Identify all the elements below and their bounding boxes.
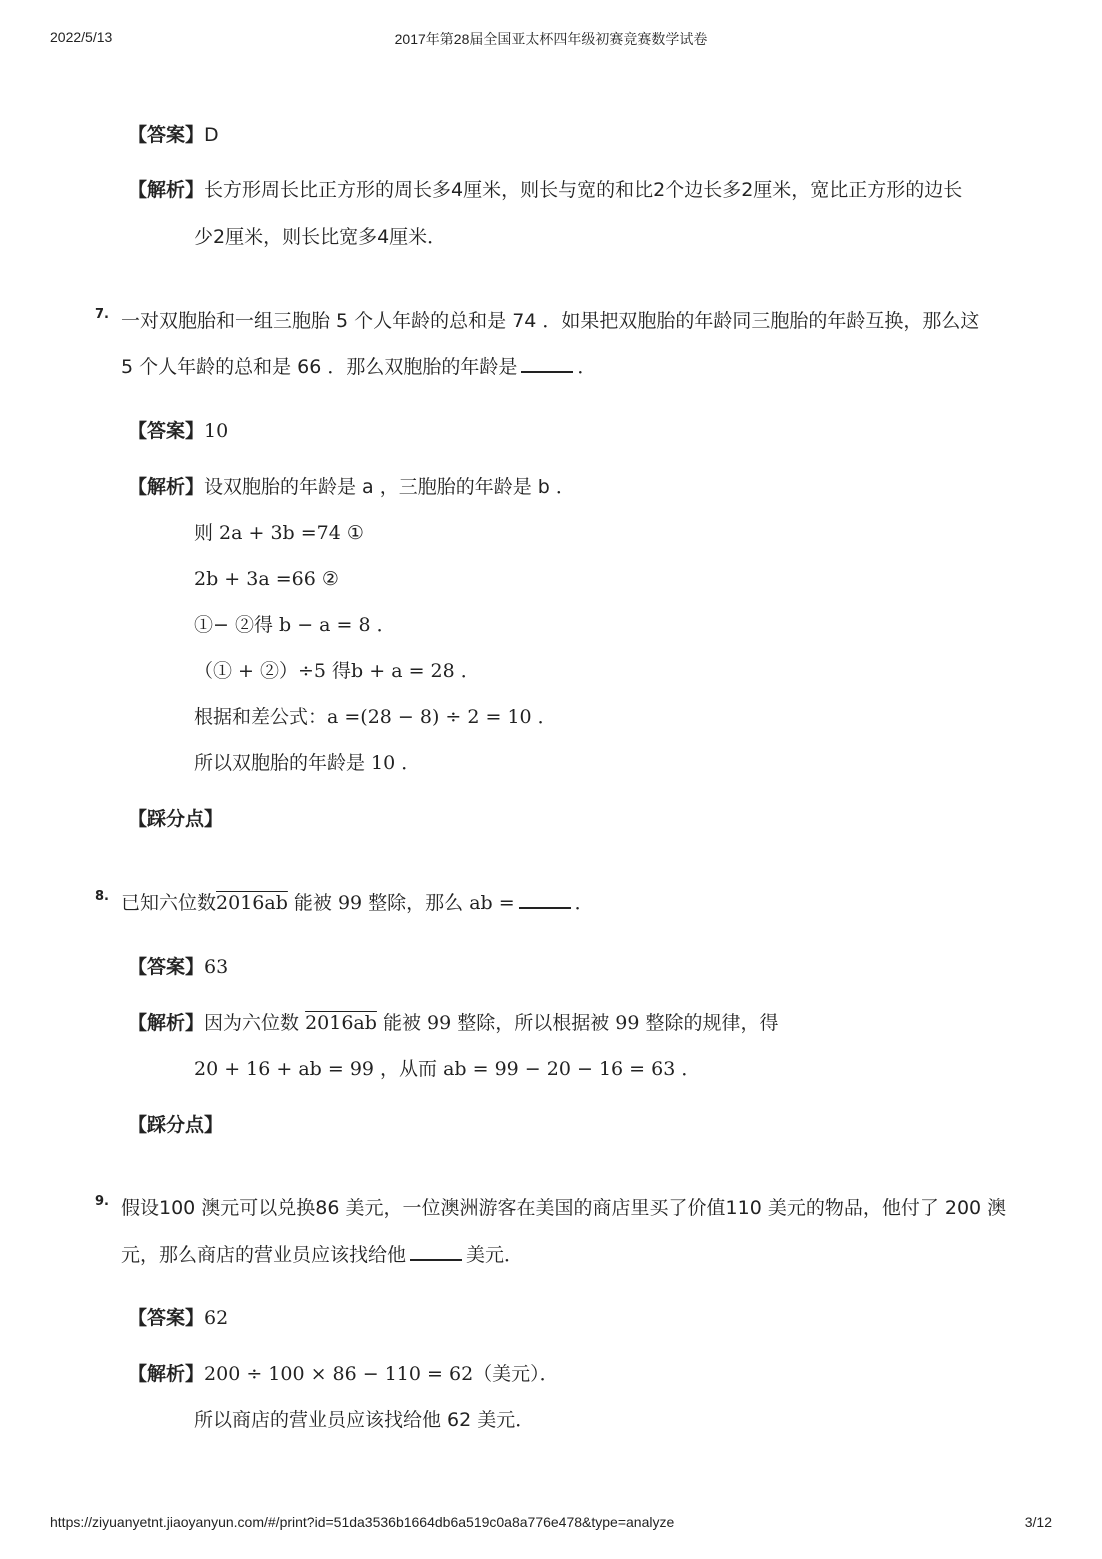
q9-answer-blank — [410, 1241, 462, 1261]
q9-analysis-row — [128, 1360, 559, 1388]
page-number: 3/12 — [1024, 1514, 1052, 1530]
q6-answer-row — [128, 121, 219, 149]
q7-answer-blank — [521, 353, 573, 373]
q8-answer-value: 63 — [204, 956, 229, 978]
q8-answer-row — [128, 953, 228, 981]
q9-stem-line2 — [121, 1241, 523, 1269]
analysis-label: 【解析】 — [128, 476, 205, 498]
q9-stem-line2-end: 美元． — [466, 1244, 524, 1266]
q6-analysis-row — [128, 176, 962, 204]
q8-analysis-line2: 20 + 16 + ab = 99 ，从而 ab = 99 − 20 − 16 = 63 ． — [194, 1058, 701, 1080]
q7-analysis-line: 2b + 3a =66 ② — [194, 568, 339, 590]
q7-analysis-line: 根据和差公式：a =(28 − 8) ÷ 2 = 10 ． — [194, 706, 557, 728]
q9-stem-line1: 假设100 澳元可以兑换86 美元，一位澳洲游客在美国的商店里买了价值110 美元的物品，他付了 200 澳 — [121, 1197, 1007, 1219]
q6-answer-value: D — [204, 124, 219, 146]
analysis-label: 【解析】 — [128, 179, 205, 201]
q7-answer-value: 10 — [204, 420, 229, 442]
q7-number: 7. — [95, 307, 109, 322]
q8-analysis-row — [128, 1009, 778, 1037]
q7-analysis-line: （① + ②）÷5 得b + a = 28 ． — [194, 660, 480, 682]
q7-analysis-line: 则 2a + 3b =74 ① — [194, 522, 364, 544]
q9-analysis-line2: 所以商店的营业员应该找给他 62 美元． — [194, 1409, 535, 1431]
q8-answer-blank — [519, 889, 571, 909]
q7-scoring-points-label: 【踩分点】 — [128, 808, 224, 830]
q8-number: 8. — [95, 889, 109, 904]
q8-analysis-overline-number: 2016ab — [305, 1012, 377, 1034]
analysis-label: 【解析】 — [128, 1012, 205, 1034]
q9-answer-row — [128, 1304, 228, 1332]
q8-stem — [121, 889, 594, 917]
q9-answer-value: 62 — [204, 1307, 229, 1329]
q8-stem-text: 已知六位数 — [121, 892, 217, 914]
q9-stem-line2-text: 元，那么商店的营业员应该找给他 — [121, 1244, 407, 1266]
document-title: 2017年第28届全国亚太杯四年级初赛竞赛数学试卷 — [394, 31, 708, 47]
q7-answer-row — [128, 417, 228, 445]
q7-stem-line2-end: ． — [577, 356, 597, 378]
q7-analysis-line: 设双胞胎的年龄是 a ，三胞胎的年龄是 b ． — [204, 476, 575, 498]
q8-analysis-text: 因为六位数 — [204, 1012, 300, 1034]
q7-stem-line1: 一对双胞胎和一组三胞胎 5 个人年龄的总和是 74 ．如果把双胞胎的年龄同三胞胎的年龄互换，那么这 — [121, 310, 980, 332]
q8-scoring-points-label: 【踩分点】 — [128, 1114, 224, 1136]
footer-url: https://ziyuanyetnt.jiaoyanyun.com/#/print?id=51da3536b1664db6a519c0a8a776e478&type=analyze — [50, 1514, 675, 1530]
q8-analysis-text2: 能被 99 整除，所以根据被 99 整除的规律，得 — [382, 1012, 779, 1034]
answer-label: 【答案】 — [128, 124, 205, 146]
q8-stem-end: ． — [574, 892, 594, 914]
q9-number: 9. — [95, 1194, 109, 1209]
q7-stem-line2-text: 5 个人年龄的总和是 66 ．那么双胞胎的年龄是 — [121, 356, 518, 378]
q7-analysis-row — [128, 473, 575, 501]
answer-label: 【答案】 — [128, 956, 205, 978]
answer-label: 【答案】 — [128, 420, 205, 442]
q6-analysis-line1: 长方形周长比正方形的周长多4厘米，则长与宽的和比2个边长多2厘米，宽比正方形的边长 — [204, 179, 963, 201]
q9-analysis-line1: 200 ÷ 100 × 86 − 110 = 62（美元）． — [204, 1363, 559, 1385]
analysis-label: 【解析】 — [128, 1363, 205, 1385]
print-date: 2022/5/13 — [50, 29, 113, 45]
q8-overline-number: 2016ab — [216, 892, 288, 914]
q6-analysis-line2: 少2厘米，则长比宽多4厘米． — [194, 226, 447, 248]
q8-stem-text2: 能被 99 整除，那么 ab = — [293, 892, 515, 914]
q7-analysis-line: 所以双胞胎的年龄是 10 ． — [194, 752, 421, 774]
answer-label: 【答案】 — [128, 1307, 205, 1329]
q7-stem-line2 — [121, 353, 596, 381]
q7-analysis-line: ①− ②得 b − a = 8 ． — [194, 614, 396, 636]
